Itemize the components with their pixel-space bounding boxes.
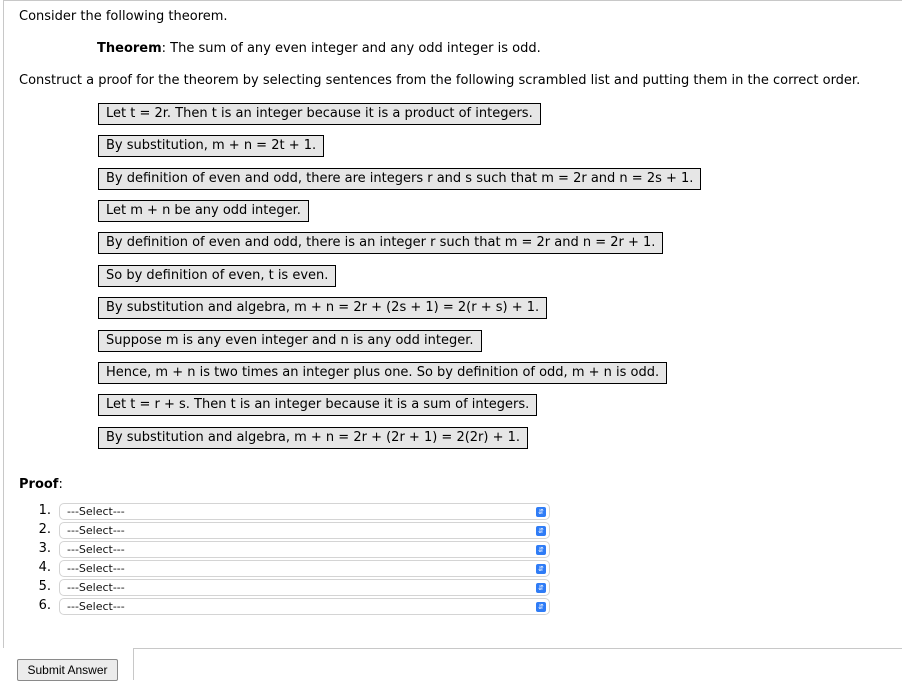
- select-value: ---Select---: [67, 600, 125, 613]
- sentence-option: By substitution, m + n = 2t + 1.: [98, 135, 324, 157]
- proof-colon: :: [58, 477, 63, 492]
- select-value: ---Select---: [67, 581, 125, 594]
- sentence-option: Let m + n be any odd integer.: [98, 200, 309, 222]
- step-number: 1.: [38, 503, 51, 518]
- sentence-option: Let t = r + s. Then t is an integer because it is a sum of integers.: [98, 394, 537, 416]
- step-4-select[interactable]: [59, 560, 550, 577]
- sentence-option: Suppose m is any even integer and n is any odd integer.: [98, 330, 482, 352]
- select-value: ---Select---: [67, 505, 125, 518]
- step-2-select[interactable]: [59, 522, 550, 539]
- select-value: ---Select---: [67, 543, 125, 556]
- up-down-chevron-icon: ⇵: [536, 583, 546, 593]
- content-frame-left: [3, 0, 4, 648]
- step-number: 6.: [38, 598, 51, 613]
- up-down-chevron-icon: ⇵: [536, 507, 546, 517]
- up-down-chevron-icon: ⇵: [536, 545, 546, 555]
- sentence-option: By substitution and algebra, m + n = 2r + (2r + 1) = 2(2r) + 1.: [98, 427, 528, 449]
- step-number: 4.: [38, 560, 51, 575]
- sentence-option: By definition of even and odd, there is an integer r such that m = 2r and n = 2r + 1.: [98, 232, 663, 254]
- step-number: 5.: [38, 579, 51, 594]
- intro-text: Consider the following theorem.: [19, 9, 228, 24]
- proof-heading: [19, 477, 63, 492]
- step-5-select[interactable]: [59, 579, 550, 596]
- select-value: ---Select---: [67, 524, 125, 537]
- theorem-text: : The sum of any even integer and any odd integer is odd.: [161, 41, 541, 56]
- content-frame-top: [3, 0, 902, 1]
- up-down-chevron-icon: ⇵: [536, 602, 546, 612]
- step-number: 3.: [38, 541, 51, 556]
- theorem-statement: [97, 41, 541, 56]
- theorem-label: Theorem: [97, 41, 162, 56]
- sentence-option: Hence, m + n is two times an integer plus one. So by definition of odd, m + n is odd.: [98, 362, 667, 384]
- step-3-select[interactable]: [59, 541, 550, 558]
- content-frame-bottom: [133, 648, 902, 649]
- content-frame-bottom-corner: [133, 648, 134, 680]
- step-number: 2.: [38, 522, 51, 537]
- sentence-option: By substitution and algebra, m + n = 2r + (2s + 1) = 2(r + s) + 1.: [98, 297, 547, 319]
- step-1-select[interactable]: [59, 503, 550, 520]
- select-value: ---Select---: [67, 562, 125, 575]
- sentence-option: So by definition of even, t is even.: [98, 265, 336, 287]
- sentence-option: By definition of even and odd, there are integers r and s such that m = 2r and n = 2s + 1.: [98, 168, 701, 190]
- proof-label: Proof: [19, 477, 59, 492]
- up-down-chevron-icon: ⇵: [536, 564, 546, 574]
- step-6-select[interactable]: [59, 598, 550, 615]
- submit-answer-button[interactable]: Submit Answer: [17, 659, 118, 681]
- instruction-text: Construct a proof for the theorem by selecting sentences from the following scrambled list and putting them in the correct order.: [19, 73, 861, 88]
- up-down-chevron-icon: ⇵: [536, 526, 546, 536]
- sentence-option: Let t = 2r. Then t is an integer because it is a product of integers.: [98, 103, 541, 125]
